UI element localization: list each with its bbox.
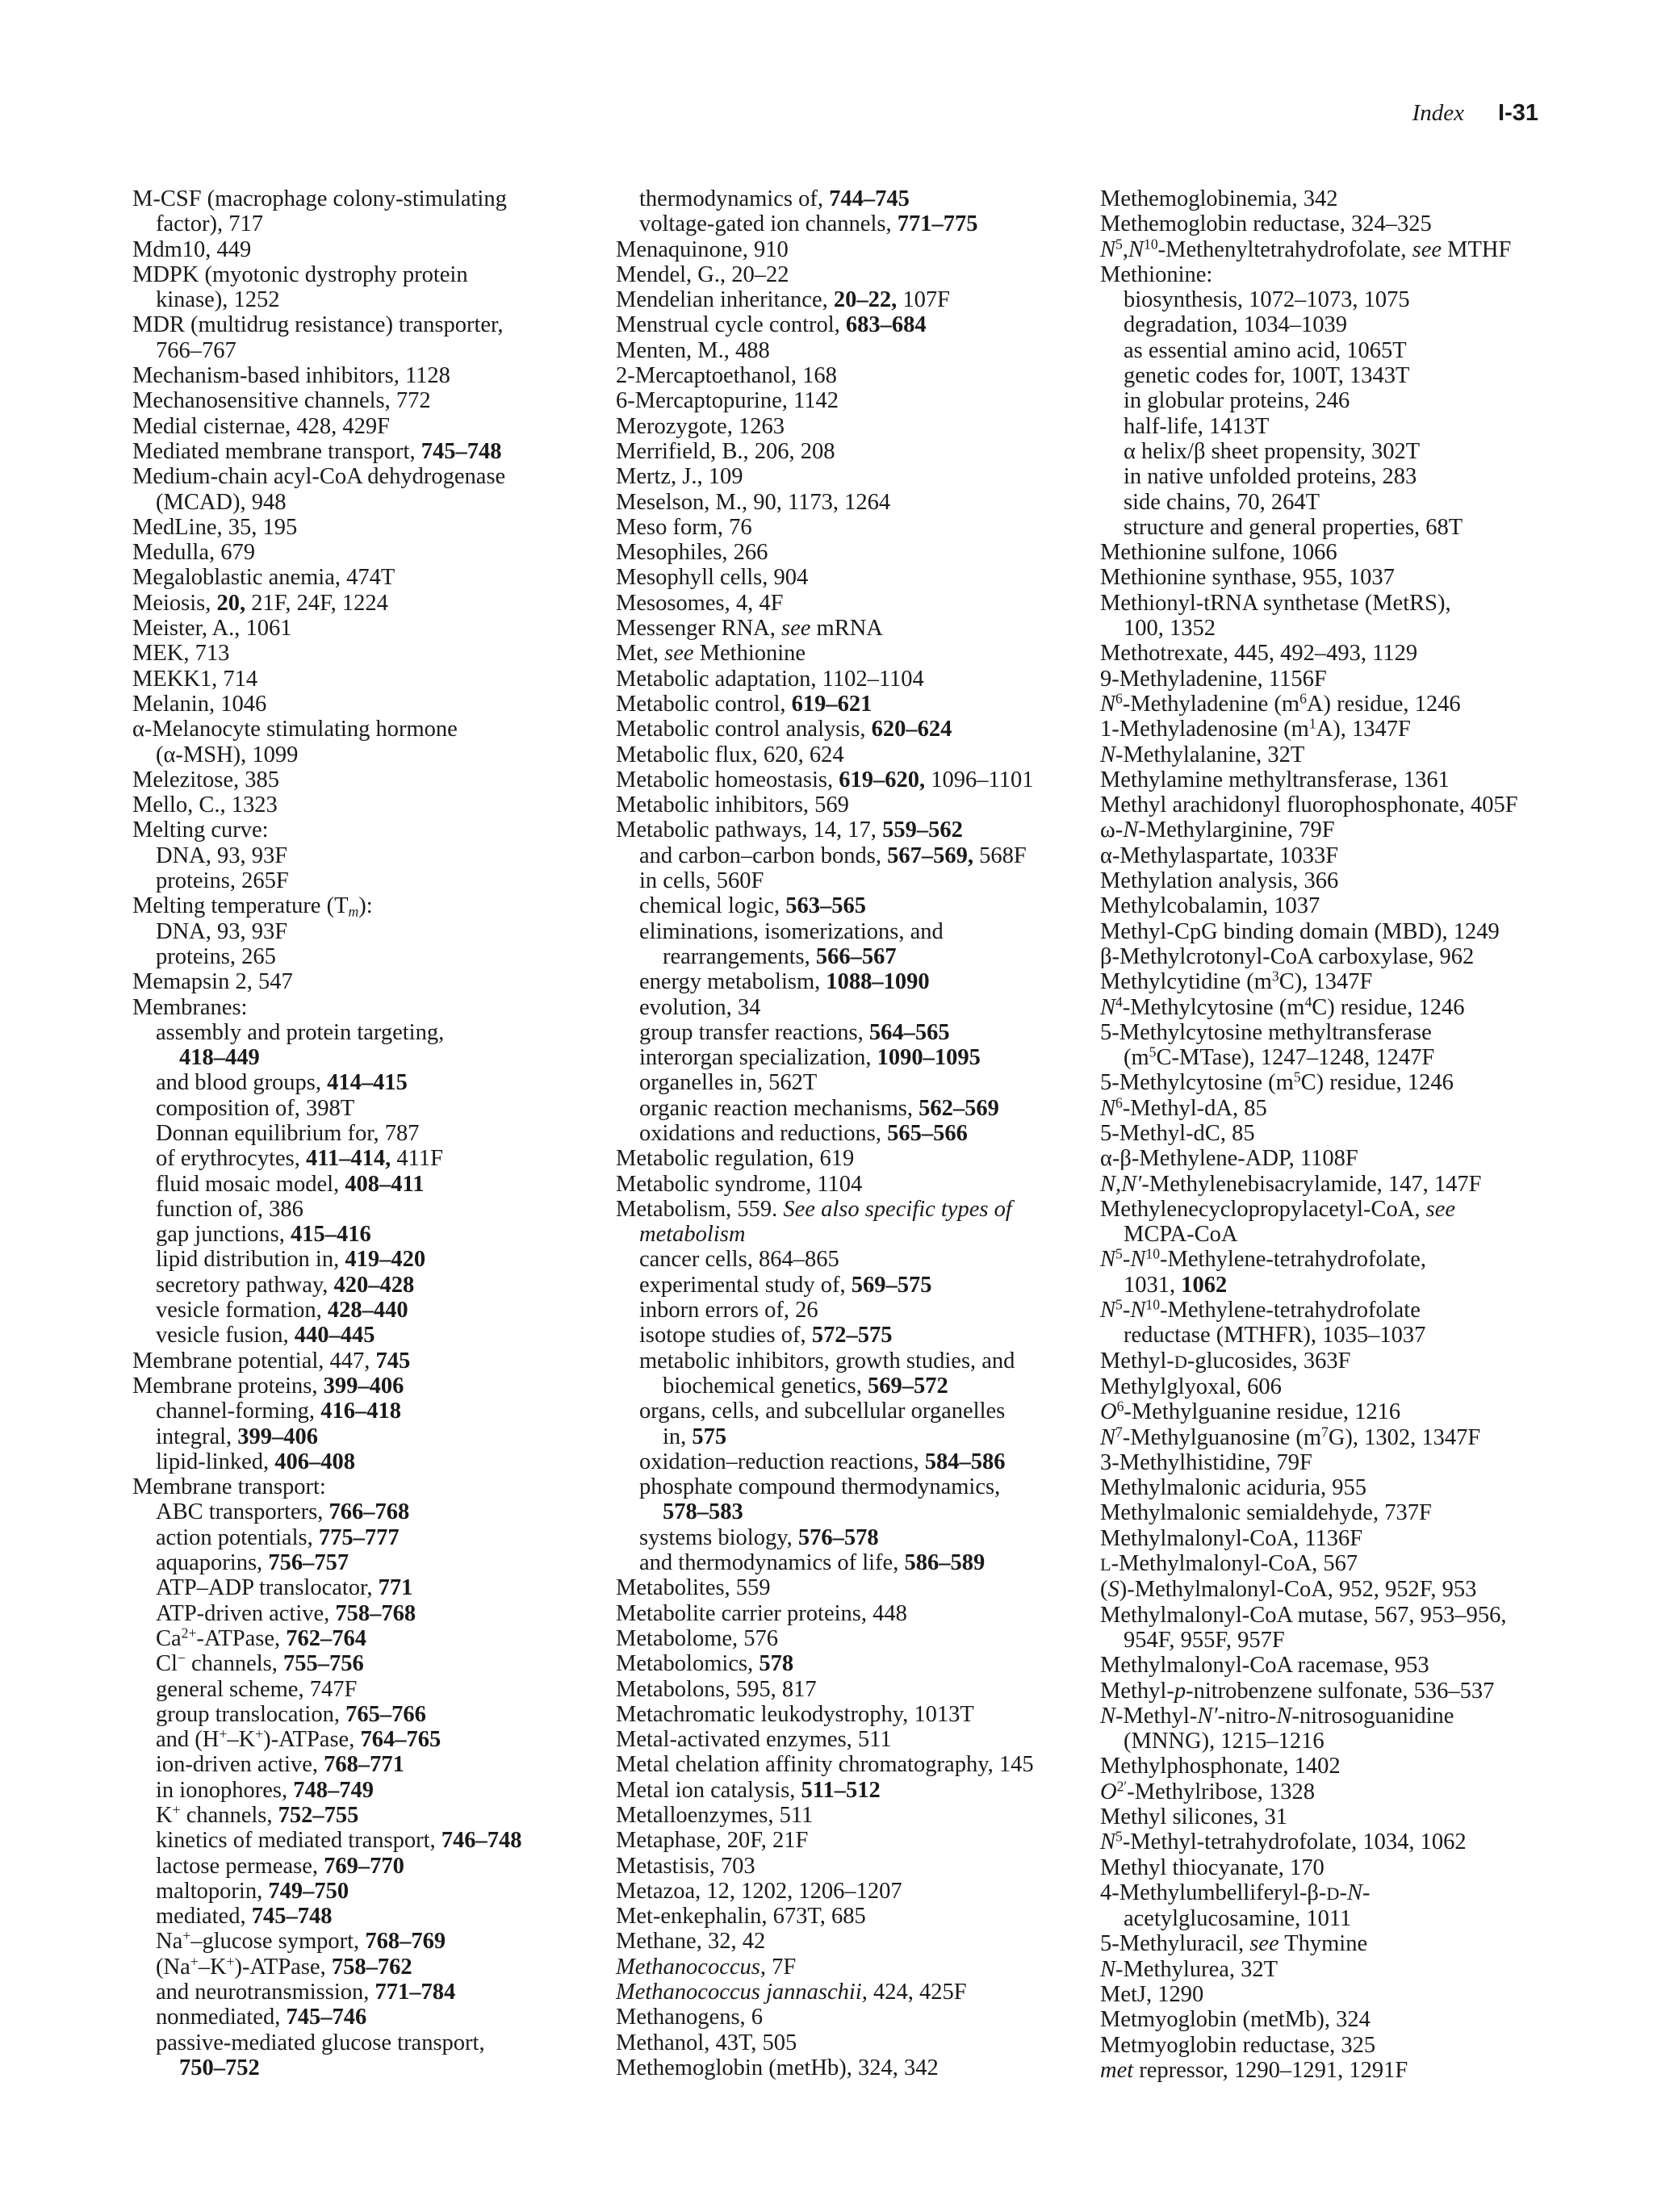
index-entry: 5-Methyl-dC, 85 xyxy=(1100,1120,1255,1146)
index-entry: α-Melanocyte stimulating hormone (α-MSH), 1099 xyxy=(132,717,458,767)
index-subentry: ATP-driven active, 758–768 xyxy=(156,1600,416,1626)
index-entry: Metabolic syndrome, 1104 xyxy=(616,1171,863,1197)
index-entry: Metabolic flux, 620, 624 xyxy=(616,742,844,767)
index-entry: Methionine: xyxy=(1100,261,1213,287)
index-entry: Methanol, 43T, 505 xyxy=(616,2030,797,2055)
index-entry: Merozygote, 1263 xyxy=(616,413,785,439)
index-entry: Mechanism-based inhibitors, 1128 xyxy=(132,363,450,389)
index-subentry: experimental study of, 569–575 xyxy=(639,1272,932,1298)
index-subentry: isotope studies of, 572–575 xyxy=(639,1323,893,1349)
index-subentry: biosynthesis, 1072–1073, 1075 xyxy=(1124,287,1410,313)
index-subentry: half-life, 1413T xyxy=(1124,413,1270,439)
index-entry: Menaquinone, 910 xyxy=(616,236,789,262)
index-entry: Methylamine methyltransferase, 1361 xyxy=(1100,767,1450,792)
running-header xyxy=(1412,100,1538,127)
index-entry: Methyl arachidonyl fluorophosphonate, 405F xyxy=(1100,792,1518,818)
index-subentry: ATP–ADP translocator, 771 xyxy=(156,1575,413,1601)
index-entry: Methanococcus, 7F xyxy=(616,1954,797,1980)
index-subentry: inborn errors of, 26 xyxy=(639,1298,818,1323)
index-entry: MDPK (myotonic dystrophy protein kinase), 1252 xyxy=(132,261,468,313)
index-subentry: metabolic inhibitors, growth studies, and biochemical genetics, 569–572 xyxy=(639,1348,1015,1399)
index-entry: Mechanosensitive channels, 772 xyxy=(132,388,431,414)
index-entry: Methylglyoxal, 606 xyxy=(1100,1374,1282,1399)
index-subentry: systems biology, 576–578 xyxy=(639,1524,879,1550)
index-entry: Memapsin 2, 547 xyxy=(132,969,293,995)
index-subentry: action potentials, 775–777 xyxy=(156,1524,400,1550)
index-entry: Mdm10, 449 xyxy=(132,236,252,262)
index-subentry: voltage-gated ion channels, 771–775 xyxy=(639,211,978,237)
index-subentry: lactose permease, 769–770 xyxy=(156,1853,404,1879)
index-entry: Metalloenzymes, 511 xyxy=(616,1803,814,1828)
index-subentry: aquaporins, 756–757 xyxy=(156,1550,349,1576)
index-entry: 4-Methylumbelliferyl-β-D-N- acetylglucosamine, 1011 xyxy=(1100,1880,1371,1932)
index-subentry: chemical logic, 563–565 xyxy=(639,893,866,919)
index-subentry: evolution, 34 xyxy=(639,994,761,1020)
index-entry: 6-Mercaptopurine, 1142 xyxy=(616,388,839,414)
index-entry: Membranes: xyxy=(132,994,248,1020)
index-entry: Membrane potential, 447, 745 xyxy=(132,1348,411,1374)
index-subentry: in ionophores, 748–749 xyxy=(156,1777,374,1803)
index-entry: Metazoa, 12, 1202, 1206–1207 xyxy=(616,1878,902,1904)
index-subentry: thermodynamics of, 744–745 xyxy=(639,186,910,211)
index-entry: Methylation analysis, 366 xyxy=(1100,868,1339,894)
index-subentry: general scheme, 747F xyxy=(156,1676,358,1702)
index-entry: Melting temperature $(T_m)$: xyxy=(132,893,373,920)
index-entry: 5-Methylcytosine methyltransferase $(m^5C-MTase)$, 1247–1248, 1247F xyxy=(1100,1019,1435,1071)
index-entry: Megaloblastic anemia, 474T xyxy=(132,565,395,591)
index-entry: Metabolic control, 619–621 xyxy=(616,691,873,717)
index-subentry: and thermodynamics of life, 586–589 xyxy=(639,1550,986,1576)
index-entry: Mesophiles, 266 xyxy=(616,540,768,566)
index-subentry: DNA, 93, 93F xyxy=(156,843,288,868)
index-subentry: integral, 399–406 xyxy=(156,1424,319,1449)
index-entry: 2-Mercaptoethanol, 168 xyxy=(616,363,837,389)
index-subentry: group transfer reactions, 564–565 xyxy=(639,1019,950,1045)
index-entry: Medium-chain acyl-CoA dehydrogenase (MCAD), 948 xyxy=(132,464,506,515)
index-entry: Methyl-p-nitrobenzene sulfonate, 536–537 xyxy=(1100,1678,1495,1704)
index-entry: $N^5-N^{10}-Methylene$-tetrahydrofolate, 1031, 1062 xyxy=(1100,1245,1426,1298)
index-entry: Metastisis, 703 xyxy=(616,1853,755,1879)
index-entry: N-Methylurea, 32T xyxy=(1100,1956,1278,1982)
index-entry: N-Methyl-N′-nitro-N-nitrosoguanidine (MNNG), 1215–1216 xyxy=(1100,1703,1454,1754)
index-subentry: nonmediated, 745–746 xyxy=(156,2005,367,2030)
index-entry: Meso form, 76 xyxy=(616,514,752,540)
index-entry: Methylmalonyl-CoA, 1136F xyxy=(1100,1525,1363,1551)
index-entry: Mendel, G., 20–22 xyxy=(616,261,789,287)
index-entry: Methionine synthase, 955, 1037 xyxy=(1100,565,1395,591)
index-entry: Methylcobalamin, 1037 xyxy=(1100,893,1320,919)
index-entry: α-Methylaspartate, 1033F xyxy=(1100,843,1339,868)
index-subentry: secretory pathway, 420–428 xyxy=(156,1272,415,1298)
index-entry: Metabolomics, 578 xyxy=(616,1651,794,1677)
index-subentry: passive-mediated glucose transport, 750–752 xyxy=(156,2030,485,2080)
index-entry: Methemoglobinemia, 342 xyxy=(1100,186,1338,211)
index-entry: 9-Methyladenine, 1156F xyxy=(1100,666,1327,692)
index-entry: Metal chelation affinity chromatography, 145 xyxy=(616,1752,1034,1778)
index-subentry: as essential amino acid, 1065T xyxy=(1124,337,1407,363)
index-entry: Metaphase, 20F, 21F xyxy=(616,1828,809,1854)
index-entry: met repressor, 1290–1291, 1291F xyxy=(1100,2057,1408,2083)
index-entry: Methyl silicones, 31 xyxy=(1100,1804,1287,1829)
index-entry: Metabolic homeostasis, 619–620, 1096–1101 xyxy=(616,767,1034,792)
index-entry: 3-Methylhistidine, 79F xyxy=(1100,1449,1312,1475)
index-subentry: fluid mosaic model, 408–411 xyxy=(156,1171,425,1197)
index-entry: Metabolic adaptation, 1102–1104 xyxy=(616,666,924,692)
index-entry: Melanin, 1046 xyxy=(132,691,267,717)
index-entry: Metal ion catalysis, 511–512 xyxy=(616,1777,881,1803)
index-subentry: kinetics of mediated transport, 746–748 xyxy=(156,1828,522,1854)
index-subentry: organelles in, 562T xyxy=(639,1070,818,1096)
index-entry: Methylmalonic semialdehyde, 737F xyxy=(1100,1500,1432,1526)
index-entry: (S)-Methylmalonyl-CoA, 952, 952F, 953 xyxy=(1100,1577,1477,1603)
index-entry: Metabolic pathways, 14, 17, 559–562 xyxy=(616,817,963,843)
index-entry: Methylmalonyl-CoA mutase, 567, 953–956, 954F, 955F, 957F xyxy=(1100,1602,1507,1653)
index-entry: Metabolic control analysis, 620–624 xyxy=(616,717,952,742)
index-entry: Met, see Methionine xyxy=(616,641,806,667)
index-entry: β-Methylcrotonyl-CoA carboxylase, 962 xyxy=(1100,943,1475,969)
index-entry: Melezitose, 385 xyxy=(132,767,280,792)
index-subentry: of erythrocytes, 411–414, 411F xyxy=(156,1146,443,1172)
index-subentry: Cl− channels, 755–756 xyxy=(156,1650,364,1677)
index-subentry: assembly and protein targeting, 418–449 xyxy=(156,1019,445,1071)
index-entry: Meiosis, 20, 21F, 24F, 1224 xyxy=(132,590,388,616)
index-subentry: eliminations, isomerizations, and rearrangements, 566–567 xyxy=(639,918,944,969)
index-entry: Mesophyll cells, 904 xyxy=(616,565,809,591)
index-subentry: lipid distribution in, 419–420 xyxy=(156,1247,426,1273)
index-entry: $N^4$-Methylcytosine $(m^4C)$ residue, 1246 xyxy=(1100,993,1465,1020)
index-subentry: maltoporin, 749–750 xyxy=(156,1878,349,1904)
index-entry: N,N′-Methylenebisacrylamide, 147, 147F xyxy=(1100,1171,1482,1197)
index-entry: Methylcytidine $(m^3C)$, 1347F xyxy=(1100,968,1373,995)
index-entry: Medial cisternae, 428, 429F xyxy=(132,413,390,439)
index-subentry: DNA, 93, 93F xyxy=(156,918,288,944)
index-entry: α-β-Methylene-ADP, 1108F xyxy=(1100,1146,1358,1172)
index-subentry: degradation, 1034–1039 xyxy=(1124,312,1348,338)
index-entry: Mello, C., 1323 xyxy=(132,792,278,818)
index-entry: $O^6$-Methylguanine residue, 1216 xyxy=(1100,1398,1401,1425)
index-entry: Medulla, 679 xyxy=(132,540,255,566)
index-entry: $N^6$-Methyladenine $(m^6A)$ residue, 1246 xyxy=(1100,690,1461,717)
index-subentry: α helix/β sheet propensity, 302T xyxy=(1124,438,1421,464)
section-label: Index xyxy=(1412,100,1465,126)
index-entry: Metabolons, 595, 817 xyxy=(616,1676,817,1702)
index-entry: Methane, 32, 42 xyxy=(616,1929,766,1955)
index-entry: Metal-activated enzymes, 511 xyxy=(616,1727,892,1753)
index-entry: Methylphosphonate, 1402 xyxy=(1100,1754,1341,1779)
index-entry: $N^5-N^{10}-Methylene$-tetrahydrofolate reductase (MTHFR), 1035–1037 xyxy=(1100,1296,1426,1349)
index-entry: Mesosomes, 4, 4F xyxy=(616,590,784,616)
index-entry: Messenger RNA, see mRNA xyxy=(616,616,883,642)
index-entry: Melting curve: xyxy=(132,817,269,843)
index-column-1 xyxy=(132,186,617,2080)
index-subentry: Na+–glucose symport, 768–769 xyxy=(156,1927,446,1955)
index-entry: Methyl thiocyanate, 170 xyxy=(1100,1854,1324,1880)
index-entry: 5-Methylcytosine $(m^5C)$ residue, 1246 xyxy=(1100,1068,1454,1096)
index-subentry: interorgan specialization, 1090–1095 xyxy=(639,1045,981,1071)
index-subentry: structure and general properties, 68T xyxy=(1124,514,1463,540)
index-subentry: energy metabolism, 1088–1090 xyxy=(639,969,930,995)
index-entry: Mertz, J., 109 xyxy=(616,464,743,490)
index-subentry: vesicle fusion, 440–445 xyxy=(156,1323,375,1349)
index-subentry: phosphate compound thermodynamics, 578–583 xyxy=(639,1474,1001,1525)
index-entry: $N^5,N^{10}$-Methenyltetrahydrofolate, see MTHF xyxy=(1100,235,1512,262)
index-subentry: ABC transporters, 766–768 xyxy=(156,1499,410,1525)
index-subentry: oxidations and reductions, 565–566 xyxy=(639,1120,968,1146)
index-subentry: proteins, 265 xyxy=(156,943,276,969)
index-entry: Metabolites, 559 xyxy=(616,1575,771,1601)
index-entry: Methylmalonic aciduria, 955 xyxy=(1100,1475,1367,1501)
index-entry: MetJ, 1290 xyxy=(1100,1982,1204,2008)
index-subentry: K+ channels, 752–755 xyxy=(156,1801,359,1828)
index-entry: Metabolic inhibitors, 569 xyxy=(616,792,849,818)
index-subentry: in native unfolded proteins, 283 xyxy=(1124,464,1417,490)
index-entry: Merrifield, B., 206, 208 xyxy=(616,438,835,464)
index-entry: Methylmalonyl-CoA racemase, 953 xyxy=(1100,1653,1429,1679)
index-entry: 5-Methyluracil, see Thymine xyxy=(1100,1931,1368,1957)
index-entry: MDR (multidrug resistance) transporter, 766–767 xyxy=(132,312,504,363)
index-entry: Met-enkephalin, 673T, 685 xyxy=(616,1904,866,1930)
index-entry: Menten, M., 488 xyxy=(616,337,770,363)
index-entry: Mendelian inheritance, 20–22, 107F xyxy=(616,287,950,313)
index-entry: Menstrual cycle control, 683–684 xyxy=(616,312,927,338)
index-entry: $O^{2'}$-Methylribose, 1328 xyxy=(1100,1778,1316,1804)
index-subentry: organs, cells, and subcellular organelles in, 575 xyxy=(639,1399,1006,1449)
index-subentry: organic reaction mechanisms, 562–569 xyxy=(639,1095,999,1121)
index-entry: $N^6-Methyl-dA$, 85 xyxy=(1100,1093,1267,1121)
index-entry: MedLine, 35, 195 xyxy=(132,514,298,540)
index-subentry: proteins, 265F xyxy=(156,868,289,894)
index-entry: MEKK1, 714 xyxy=(132,666,258,692)
index-entry: MEK, 713 xyxy=(132,641,230,667)
index-entry: $N^7$-Methylguanosine $(m^7G)$, 1302, 1347F xyxy=(1100,1423,1481,1450)
index-entry: M-CSF (macrophage colony-stimulating factor), 717 xyxy=(132,186,507,237)
page-number: I-31 xyxy=(1498,100,1538,126)
index-subentry: genetic codes for, 100T, 1343T xyxy=(1124,363,1410,389)
index-subentry: side chains, 70, 264T xyxy=(1124,489,1320,515)
index-subentry: oxidation–reduction reactions, 584–586 xyxy=(639,1449,1006,1474)
index-column-3 xyxy=(1100,186,1584,2083)
index-subentry: composition of, 398T xyxy=(156,1095,355,1121)
index-subentry: group translocation, 765–766 xyxy=(156,1701,426,1727)
index-subentry: Donnan equilibrium for, 787 xyxy=(156,1120,420,1146)
index-entry: Meister, A., 1061 xyxy=(132,616,292,642)
index-entry: Methanococcus jannaschii, 424, 425F xyxy=(616,1980,967,2005)
index-entry: L-Methylmalonyl-CoA, 567 xyxy=(1100,1551,1358,1577)
index-entry: N-Methylalanine, 32T xyxy=(1100,742,1305,767)
index-entry: Mediated membrane transport, 745–748 xyxy=(132,438,502,464)
index-entry: Metabolism, 559. See also specific types of metabolism xyxy=(616,1196,1012,1248)
index-entry: Methotrexate, 445, 492–493, 1129 xyxy=(1100,641,1418,667)
index-column-2 xyxy=(616,186,1100,2080)
index-subentry: $Ca^{2+}$-ATPase, 762–764 xyxy=(156,1625,367,1651)
index-entry: $N^5-Methyl$-tetrahydrofolate, 1034, 1062 xyxy=(1100,1828,1467,1855)
index-subentry: and neurotransmission, 771–784 xyxy=(156,1980,456,2005)
index-entry: Metabolite carrier proteins, 448 xyxy=(616,1600,907,1626)
index-subentry: function of, 386 xyxy=(156,1196,303,1222)
index-entry: Metachromatic leukodystrophy, 1013T xyxy=(616,1701,974,1727)
index-entry: Meselson, M., 90, 1173, 1264 xyxy=(616,489,891,515)
index-entry: Membrane proteins, 399–406 xyxy=(132,1373,404,1399)
index-entry: Membrane transport: xyxy=(132,1474,326,1500)
index-entry: Methionyl-tRNA synthetase (MetRS), 100, 1352 xyxy=(1100,590,1451,642)
index-subentry: cancer cells, 864–865 xyxy=(639,1247,839,1273)
index-subentry: in cells, 560F xyxy=(639,868,764,894)
index-subentry: mediated, 745–748 xyxy=(156,1904,333,1930)
index-entry: ω-N-Methylarginine, 79F xyxy=(1100,817,1335,843)
index-subentry: vesicle formation, 428–440 xyxy=(156,1298,408,1323)
index-subentry: ion-driven active, 768–771 xyxy=(156,1752,404,1778)
index-subentry: channel-forming, 416–418 xyxy=(156,1399,401,1424)
index-entry: Metabolome, 576 xyxy=(616,1625,779,1651)
index-subentry: in globular proteins, 246 xyxy=(1124,388,1350,414)
index-subentry: and carbon–carbon bonds, 567–569, 568F xyxy=(639,843,1027,868)
index-entry: Methemoglobin (metHb), 324, 342 xyxy=(616,2055,939,2080)
index-entry: Methyl-D-glucosides, 363F xyxy=(1100,1348,1351,1374)
index-entry: Metabolic regulation, 619 xyxy=(616,1146,855,1172)
index-entry: Methylenecyclopropylacetyl-CoA, see MCPA-CoA xyxy=(1100,1196,1456,1248)
index-entry: Methionine sulfone, 1066 xyxy=(1100,540,1337,566)
index-subentry: gap junctions, 415–416 xyxy=(156,1222,371,1248)
index-entry: Methanogens, 6 xyxy=(616,2005,764,2030)
index-entry: 1-Methyladenosine $(m^1A)$, 1347F xyxy=(1100,715,1411,742)
index-subentry: and (H+–K+)-ATPase, 764–765 xyxy=(156,1725,441,1753)
index-entry: Metmyoglobin reductase, 325 xyxy=(1100,2032,1376,2058)
index-entry: Methemoglobin reductase, 324–325 xyxy=(1100,211,1432,237)
index-entry: Methyl-CpG binding domain (MBD), 1249 xyxy=(1100,918,1500,944)
index-subentry: lipid-linked, 406–408 xyxy=(156,1449,355,1474)
index-subentry: and blood groups, 414–415 xyxy=(156,1070,408,1096)
index-subentry: (Na+–K+)-ATPase, 758–762 xyxy=(156,1953,412,1980)
index-entry: Metmyoglobin (metMb), 324 xyxy=(1100,2007,1371,2033)
